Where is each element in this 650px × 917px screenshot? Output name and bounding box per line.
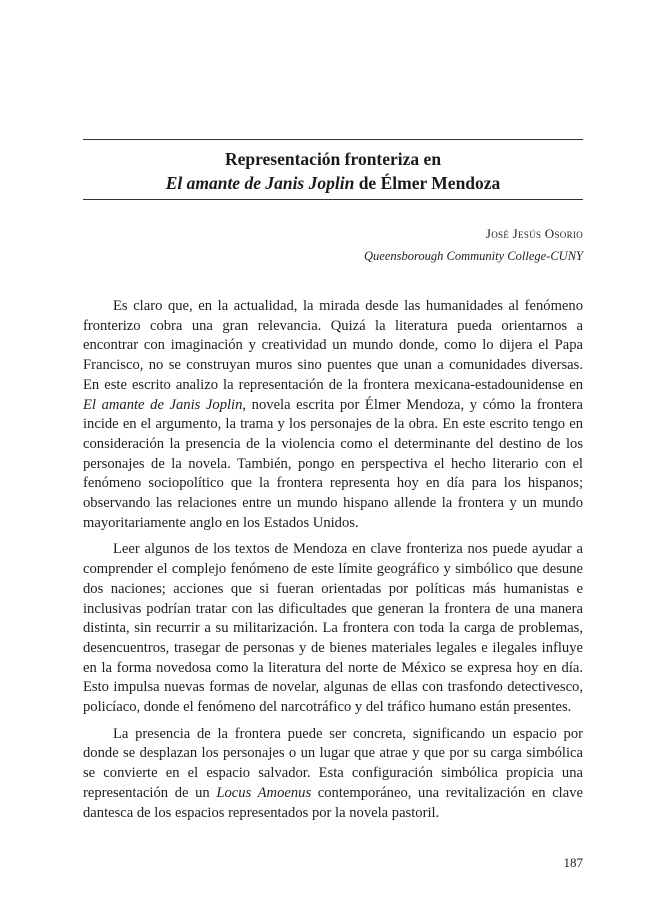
article-title [83,147,583,195]
title-bottom-rule [83,199,583,200]
paragraph-2 [83,540,583,717]
paragraph-text: La presencia de la frontera puede ser concreta, significando un espacio por donde se desplazan los personajes o un lugar que atrae y que por su carga simbólica se convierte en el espacio salvador. Esta configuración simbólica propicia una representación de un [83,725,583,801]
title-top-rule [83,139,583,140]
author-name: José Jesús Osorio [485,226,583,241]
title-line-1: Representación fronteriza en [224,149,442,169]
italic-novel-title: El amante de Janis Joplin [83,396,243,413]
title-line-2-tail: de Élmer Mendoza [354,173,501,193]
paragraph-1 [83,297,583,533]
paragraph-text: Es claro que, en la actualidad, la mirada desde las humanidades al fenómeno fronterizo cobra una gran relevancia. Quizá la literatura pueda orientarnos a encontrar con imaginación y creatividad un mundo donde, como lo dijera el Papa Francisco, no se construyan muros sino puentes que unan a comunidades diversas. En este escrito analizo la representación de la frontera mexicana-estadounidense en [83,298,583,393]
page-number: 187 [563,855,583,870]
article-body [83,297,583,830]
title-novel-name: El amante de Janis Joplin [165,173,355,193]
paragraph-3 [83,725,583,824]
paragraph-text: contemporáneo, una revitalización en clave dantesca de los espacios representados por la novela pastoril. [83,784,583,821]
title-line-2 [83,171,583,195]
italic-locus-amoenus: Locus Amoenus [216,784,312,801]
paragraph-text: Leer algunos de los textos de Mendoza en clave fronteriza nos puede ayudar a comprender el complejo fenómeno de este límite geográfico y simbólico que desune dos naciones; acciones que si fueran orientadas por políticas más humanistas e inclusivas podrían tratar con las dificultades que generan la frontera de una manera distinta, sin recurrir a su militarización. La frontera con toda la carga de problemas, desencuentros, trasegar de personas y de bienes materiales legales e ilegales influye en la forma novedosa como la literatura del norte de México se expresa hoy en día. Esto impulsa nuevas formas de novelar, algunas de ellas con trasfondo detectivesco, policíaco, donde el fenómeno del narcotráfico y del tráfico humano están presentes. [83,541,583,716]
author-affiliation: Queensborough Community College-CUNY [364,249,583,263]
paragraph-text: , novela escrita por Élmer Mendoza, y cómo la frontera incide en el argumento, la trama y los personajes de la obra. En este escrito tengo en consideración la presencia de la violencia como el determinante del destino de los personajes de la novela. También, pongo en perspectiva el hecho literario con el fenómeno sociopolítico que la frontera representa hoy en día para los hispanos; observando las relaciones entre un mundo hispano allende la frontera y un mundo mayoritariamente anglo en los Estados Unidos. [83,396,583,531]
